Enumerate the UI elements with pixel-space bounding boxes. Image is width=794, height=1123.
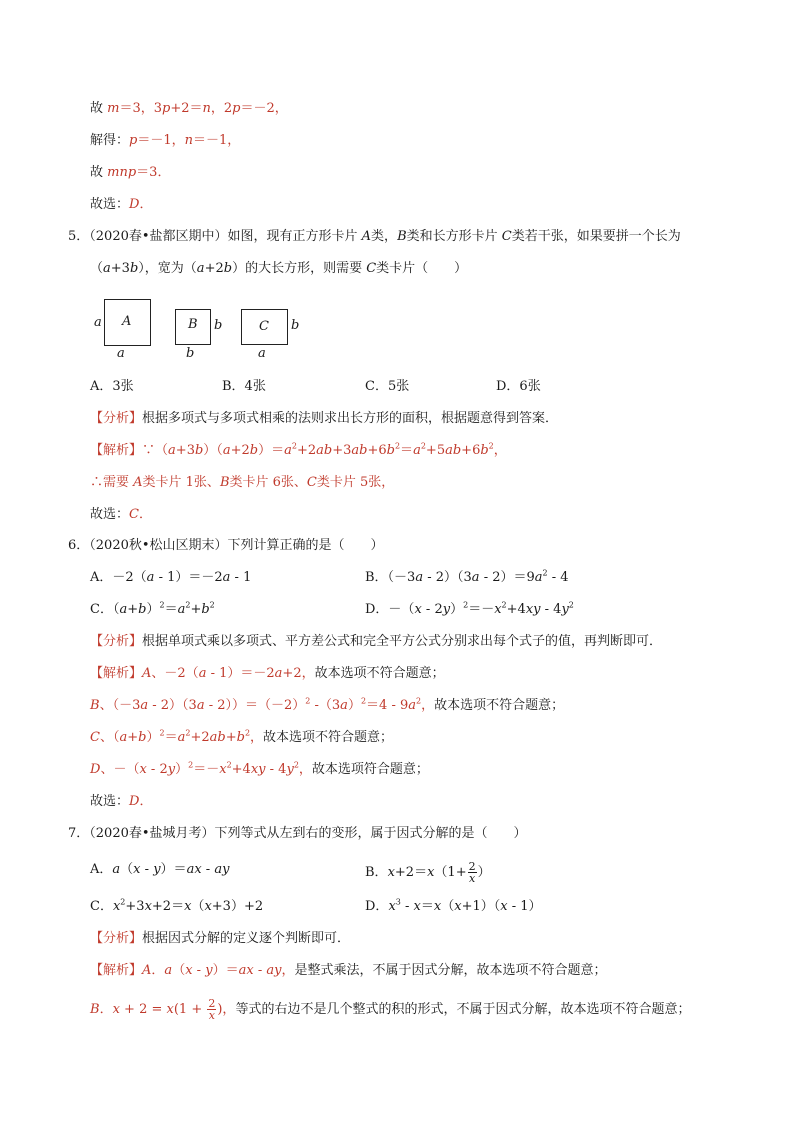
q5-analysis-text: 根据多项式与多项式相乘的法则求出长方形的面积，根据题意得到答案． bbox=[142, 411, 559, 426]
prev-line-1: 故 m＝3，3p+2＝n，2p＝－2， bbox=[90, 101, 288, 116]
card-b-side-label: b bbox=[214, 318, 223, 333]
q6-solution-a: 【解析】A、－2（a - 1）＝－2a+2，故本选项不符合题意； bbox=[90, 666, 445, 681]
prev-answer: 故选：D． bbox=[90, 197, 153, 212]
q6-solution-c: C、$(a+b)^2=a^2+2ab+b^2$，故本选项不符合题意； bbox=[90, 728, 394, 745]
q5-stem-line-2: （a+3b），宽为（a+2b）的大长方形，则需要 C类卡片（ ） bbox=[90, 261, 468, 276]
q6-option-b: B．$(-3a - 2)(3a - 2)=9a^2 - 4$ bbox=[365, 568, 569, 585]
q6-answer: 故选：D． bbox=[90, 794, 153, 809]
q5-solution-tag: 【解析】 bbox=[90, 443, 143, 458]
q7-analysis-tag: 【分析】 bbox=[90, 931, 143, 946]
q7-stem: 7．（2020春•盐城月考）下列等式从左到右的变形，属于因式分解的是（ ） bbox=[68, 826, 527, 841]
q7-option-c: C．$x^2+3x+2=x(x+3)+2$ bbox=[90, 897, 264, 914]
q6-analysis-text: 根据单项式乘以多项式、平方差公式和完全平方公式分别求出每个式子的值，再判断即可． bbox=[142, 634, 663, 649]
card-a-label: A bbox=[122, 314, 132, 329]
q7-analysis-text: 根据因式分解的定义逐个判断即可． bbox=[142, 931, 351, 946]
q6-option-d: D．$-(x - 2y)^2=-x^2+4xy - 4y^2$ bbox=[365, 600, 574, 617]
q5-analysis bbox=[90, 410, 558, 428]
q7-analysis bbox=[90, 930, 350, 948]
q5-answer: 故选：C． bbox=[90, 507, 152, 522]
fraction-2-over-x-solution: $\frac{2}{x}$ bbox=[208, 997, 216, 1022]
card-b-label: B bbox=[188, 317, 198, 332]
q5-option-b: B．4张 bbox=[222, 379, 266, 394]
q6-solution-b: B、$(-3a - 2)(3a - 2))=(-2)^2$ $-(3a)^2=4 - 9a^2$，故本选项不符合题意； bbox=[90, 696, 565, 713]
fraction-2-over-x: $\frac{2}{x}$ bbox=[468, 860, 476, 885]
q5-option-c: C．5张 bbox=[365, 379, 410, 394]
card-a-side-label: a bbox=[94, 315, 102, 330]
q7-solution-tag: 【解析】 bbox=[90, 963, 143, 978]
q5-stem-line-1: 5．（2020春•盐都区期中）如图，现有正方形卡片 A类，B类和长方形卡片 C类若干张，如果要拼一个长为 bbox=[68, 229, 681, 244]
q6-analysis bbox=[90, 633, 662, 651]
card-c-bottom-label: a bbox=[258, 346, 266, 361]
q5-solution-line-1: 【解析】$\because(a+3b)(a+2b)=a^2+2ab+3ab+6b^2=a^2+5ab+6b^2$， bbox=[90, 441, 507, 458]
q5-analysis-tag: 【分析】 bbox=[90, 411, 143, 426]
prev-line-3: 故 mnp＝3． bbox=[90, 165, 171, 180]
card-a-bottom-label: a bbox=[117, 346, 125, 361]
q5-solution-line-2: ∴需要 A类卡片 1张、B类卡片 6张、C类卡片 5张， bbox=[90, 475, 395, 490]
q5-option-d: D．6张 bbox=[496, 379, 541, 394]
q6-option-a: A．－2（a - 1）＝－2a - 1 bbox=[90, 570, 252, 585]
q7-option-a: A．a（x - y）＝ax - ay bbox=[90, 862, 230, 877]
q7-solution-a: 【解析】A．a（x - y）＝ax - ay，是整式乘法，不属于因式分解，故本选项不符合题意； bbox=[90, 963, 607, 978]
card-b-bottom-label: b bbox=[186, 346, 195, 361]
q7-option-d: D．$x^3 - x=x(x+1)(x - 1)$ bbox=[365, 897, 542, 914]
q6-solution-d: D、$-(x - 2y)^2=-x^2+4xy - 4y^2$，故本选项符合题意； bbox=[90, 760, 429, 777]
q6-option-c: C．$(a+b)^2=a^2+b^2$ bbox=[90, 600, 215, 617]
q6-stem: 6．（2020秋•松山区期末）下列计算正确的是（ ） bbox=[68, 538, 384, 553]
q7-option-b: B．x+2＝x（1+ $\frac{2}{x}$ ） bbox=[365, 860, 491, 885]
card-c-side-label: b bbox=[291, 318, 300, 333]
q5-option-a: A．3张 bbox=[90, 379, 134, 394]
q7-solution-b: B．x + 2 = x(1 + $\frac{2}{x}$ )，等式的右边不是几个整式的积的形式，不属于因式分解，故本选项不符合题意； bbox=[90, 997, 691, 1022]
prev-line-2: 解得：p＝－1，n＝－1， bbox=[90, 133, 241, 148]
q6-analysis-tag: 【分析】 bbox=[90, 634, 143, 649]
q6-solution-tag: 【解析】 bbox=[90, 666, 143, 681]
card-c-label: C bbox=[259, 319, 269, 334]
